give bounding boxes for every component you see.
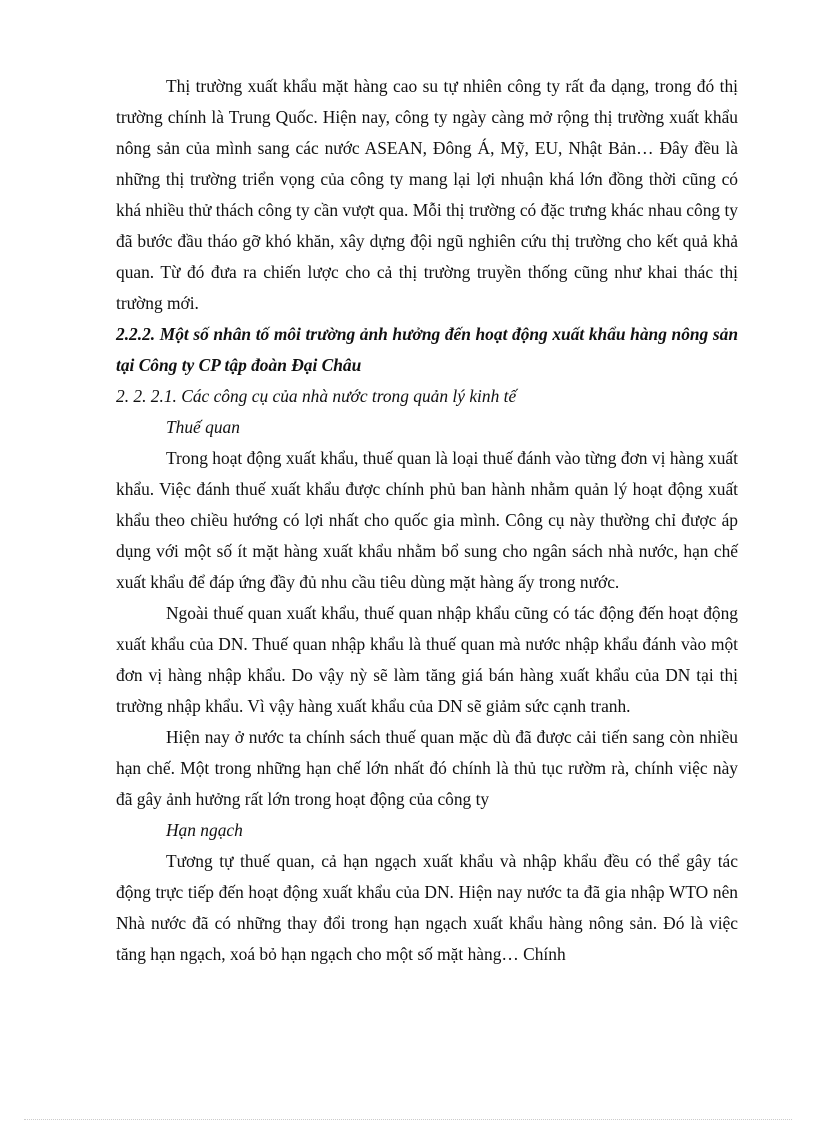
item-heading-tariff: Thuế quan (166, 417, 240, 437)
item-heading-quota: Hạn ngạch (166, 820, 243, 840)
subsection-heading-2-2-2-1: 2. 2. 2.1. Các công cụ của nhà nước trong quản lý kinh tế (116, 386, 517, 406)
paragraph-export-tariff: Trong hoạt động xuất khẩu, thuế quan là loại thuế đánh vào từng đơn vị hàng xuất khẩu. Việc đánh thuế xuất khẩu được chính phủ ban hành nhằm quản lý hoạt động xuất khẩu theo chiều hướng có lợi nhất cho quốc gia mình. Công cụ này thường chỉ được áp dụng với một số ít mặt hàng xuất khẩu nhằm bổ sung cho ngân sách nhà nước, hạn chế xuất khẩu để đáp ứng đầy đủ nhu cầu tiêu dùng mặt hàng ấy trong nước. (116, 448, 738, 592)
page-bottom-divider (24, 1119, 792, 1120)
section-heading-2-2-2: 2.2.2. Một số nhân tố môi trường ảnh hưởng đến hoạt động xuất khẩu hàng nông sản tại Công ty CP tập đoàn Đại Châu (116, 324, 738, 375)
paragraph-quota: Tương tự thuế quan, cả hạn ngạch xuất khẩu và nhập khẩu đều có thể gây tác động trực tiếp đến hoạt động xuất khẩu của DN. Hiện nay nước ta đã gia nhập WTO nên Nhà nước đã có những thay đổi trong hạn ngạch xuất khẩu hàng nông sản. Đó là việc tăng hạn ngạch, xoá bỏ hạn ngạch cho một số mặt hàng… Chính (116, 851, 738, 964)
document-body (116, 71, 738, 970)
paragraph-import-tariff: Ngoài thuế quan xuất khẩu, thuế quan nhập khẩu cũng có tác động đến hoạt động xuất khẩu của DN. Thuế quan nhập khẩu là thuế quan mà nước nhập khẩu đánh vào một đơn vị hàng nhập khẩu. Do vậy nỳ sẽ làm tăng giá bán hàng xuất khẩu của DN tại thị trường nhập khẩu. Vì vậy hàng xuất khẩu của DN sẽ giảm sức cạnh tranh. (116, 603, 738, 716)
paragraph-tariff-policy: Hiện nay ở nước ta chính sách thuế quan mặc dù đã được cải tiến sang còn nhiều hạn chế. Một trong những hạn chế lớn nhất đó chính là thủ tục rườm rà, chính việc này đã gây ảnh hưởng rất lớn trong hoạt động của công ty (116, 727, 738, 809)
paragraph-export-markets: Thị trường xuất khẩu mặt hàng cao su tự nhiên công ty rất đa dạng, trong đó thị trường chính là Trung Quốc. Hiện nay, công ty ngày càng mở rộng thị trường xuất khẩu nông sản của mình sang các nước ASEAN, Đông Á, Mỹ, EU, Nhật Bản… Đây đều là những thị trường triển vọng của công ty mang lại lợi nhuận khá lớn đồng thời cũng có khá nhiều thử thách công ty cần vượt qua. Mỗi thị trường có đặc trưng khác nhau công ty đã bước đầu tháo gỡ khó khăn, xây dựng đội ngũ nghiên cứu thị trường cho kết quả khả quan. Từ đó đưa ra chiến lược cho cả thị trường truyền thống cũng như khai thác thị trường mới. (116, 76, 738, 313)
